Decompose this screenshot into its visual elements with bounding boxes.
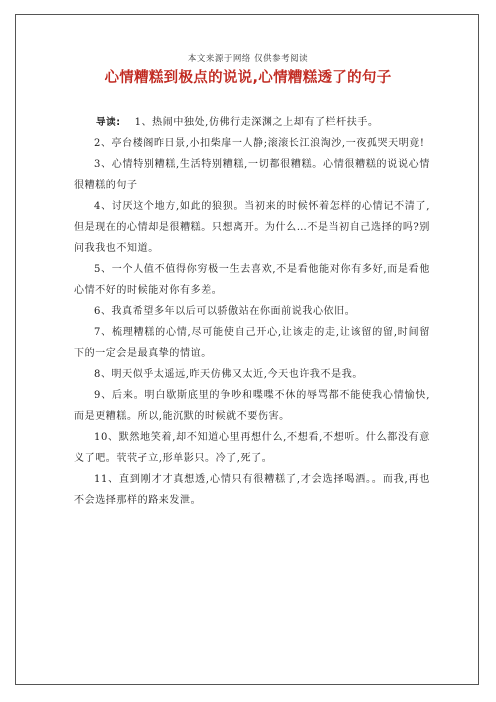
paragraph-7: 7、梳理糟糕的心情,尽可能使自己开心,让该走的走,让该留的留,时间留下的一定会是最真挚的情谊。	[74, 327, 430, 359]
intro-text: 1、热闹中独处,仿佛行走深渊之上却有了栏杆扶手。	[134, 117, 379, 128]
intro-paragraph	[74, 112, 430, 133]
paragraph-3: 3、心情特别糟糕,生活特别糟糕,一切都很糟糕。心情很糟糕的说说心情很糟糕的句子	[74, 159, 430, 191]
paragraph-5: 5、一个人值不值得你穷极一生去喜欢,不是看他能对你有多好,而是看他心情不好的时候能对你有多差。	[74, 264, 430, 296]
source-note: 本文来源于网络 仅供参考阅读	[187, 54, 309, 64]
paragraph-2: 2、亭台楼阁昨日景,小扣柴扉一人静;滚滚长江浪淘沙,一夜孤哭天明竟!	[94, 138, 425, 149]
paragraph-11: 11、直到刚才才真想透,心情只有很糟糕了,才会选择喝酒。。而我,再也不会选择那样的路来发泄。	[74, 474, 430, 506]
article-body	[74, 112, 430, 511]
document-title: 心情糟糕到极点的说说,心情糟糕透了的句子	[104, 70, 392, 86]
paragraph-8: 8、明天似乎太遥远,昨天仿佛又太近,今天也许我不是我。	[94, 369, 363, 380]
lead-label: 导读:	[96, 117, 121, 128]
paragraph-4: 4、讨厌这个地方,如此的狼狈。当初来的时候怀着怎样的心情记不清了,但是现在的心情却是很糟糕。只想离开。为什么…不是当初自己选择的吗?别问我我也不知道。	[74, 201, 430, 254]
paragraph-10: 10、默然地笑着,却不知道心里再想什么,不想看,不想听。什么都没有意义了吧。茕茕孑立,形单影只。冷了,死了。	[74, 432, 430, 464]
paragraph-6: 6、我真希望多年以后可以骄傲站在你面前说我心依旧。	[94, 306, 356, 317]
paragraph-9: 9、后来。明白歇斯底里的争吵和喋喋不休的辱骂都不能使我心情愉快,而是更糟糕。所以,能沉默的时候就不要伤害。	[74, 390, 430, 422]
